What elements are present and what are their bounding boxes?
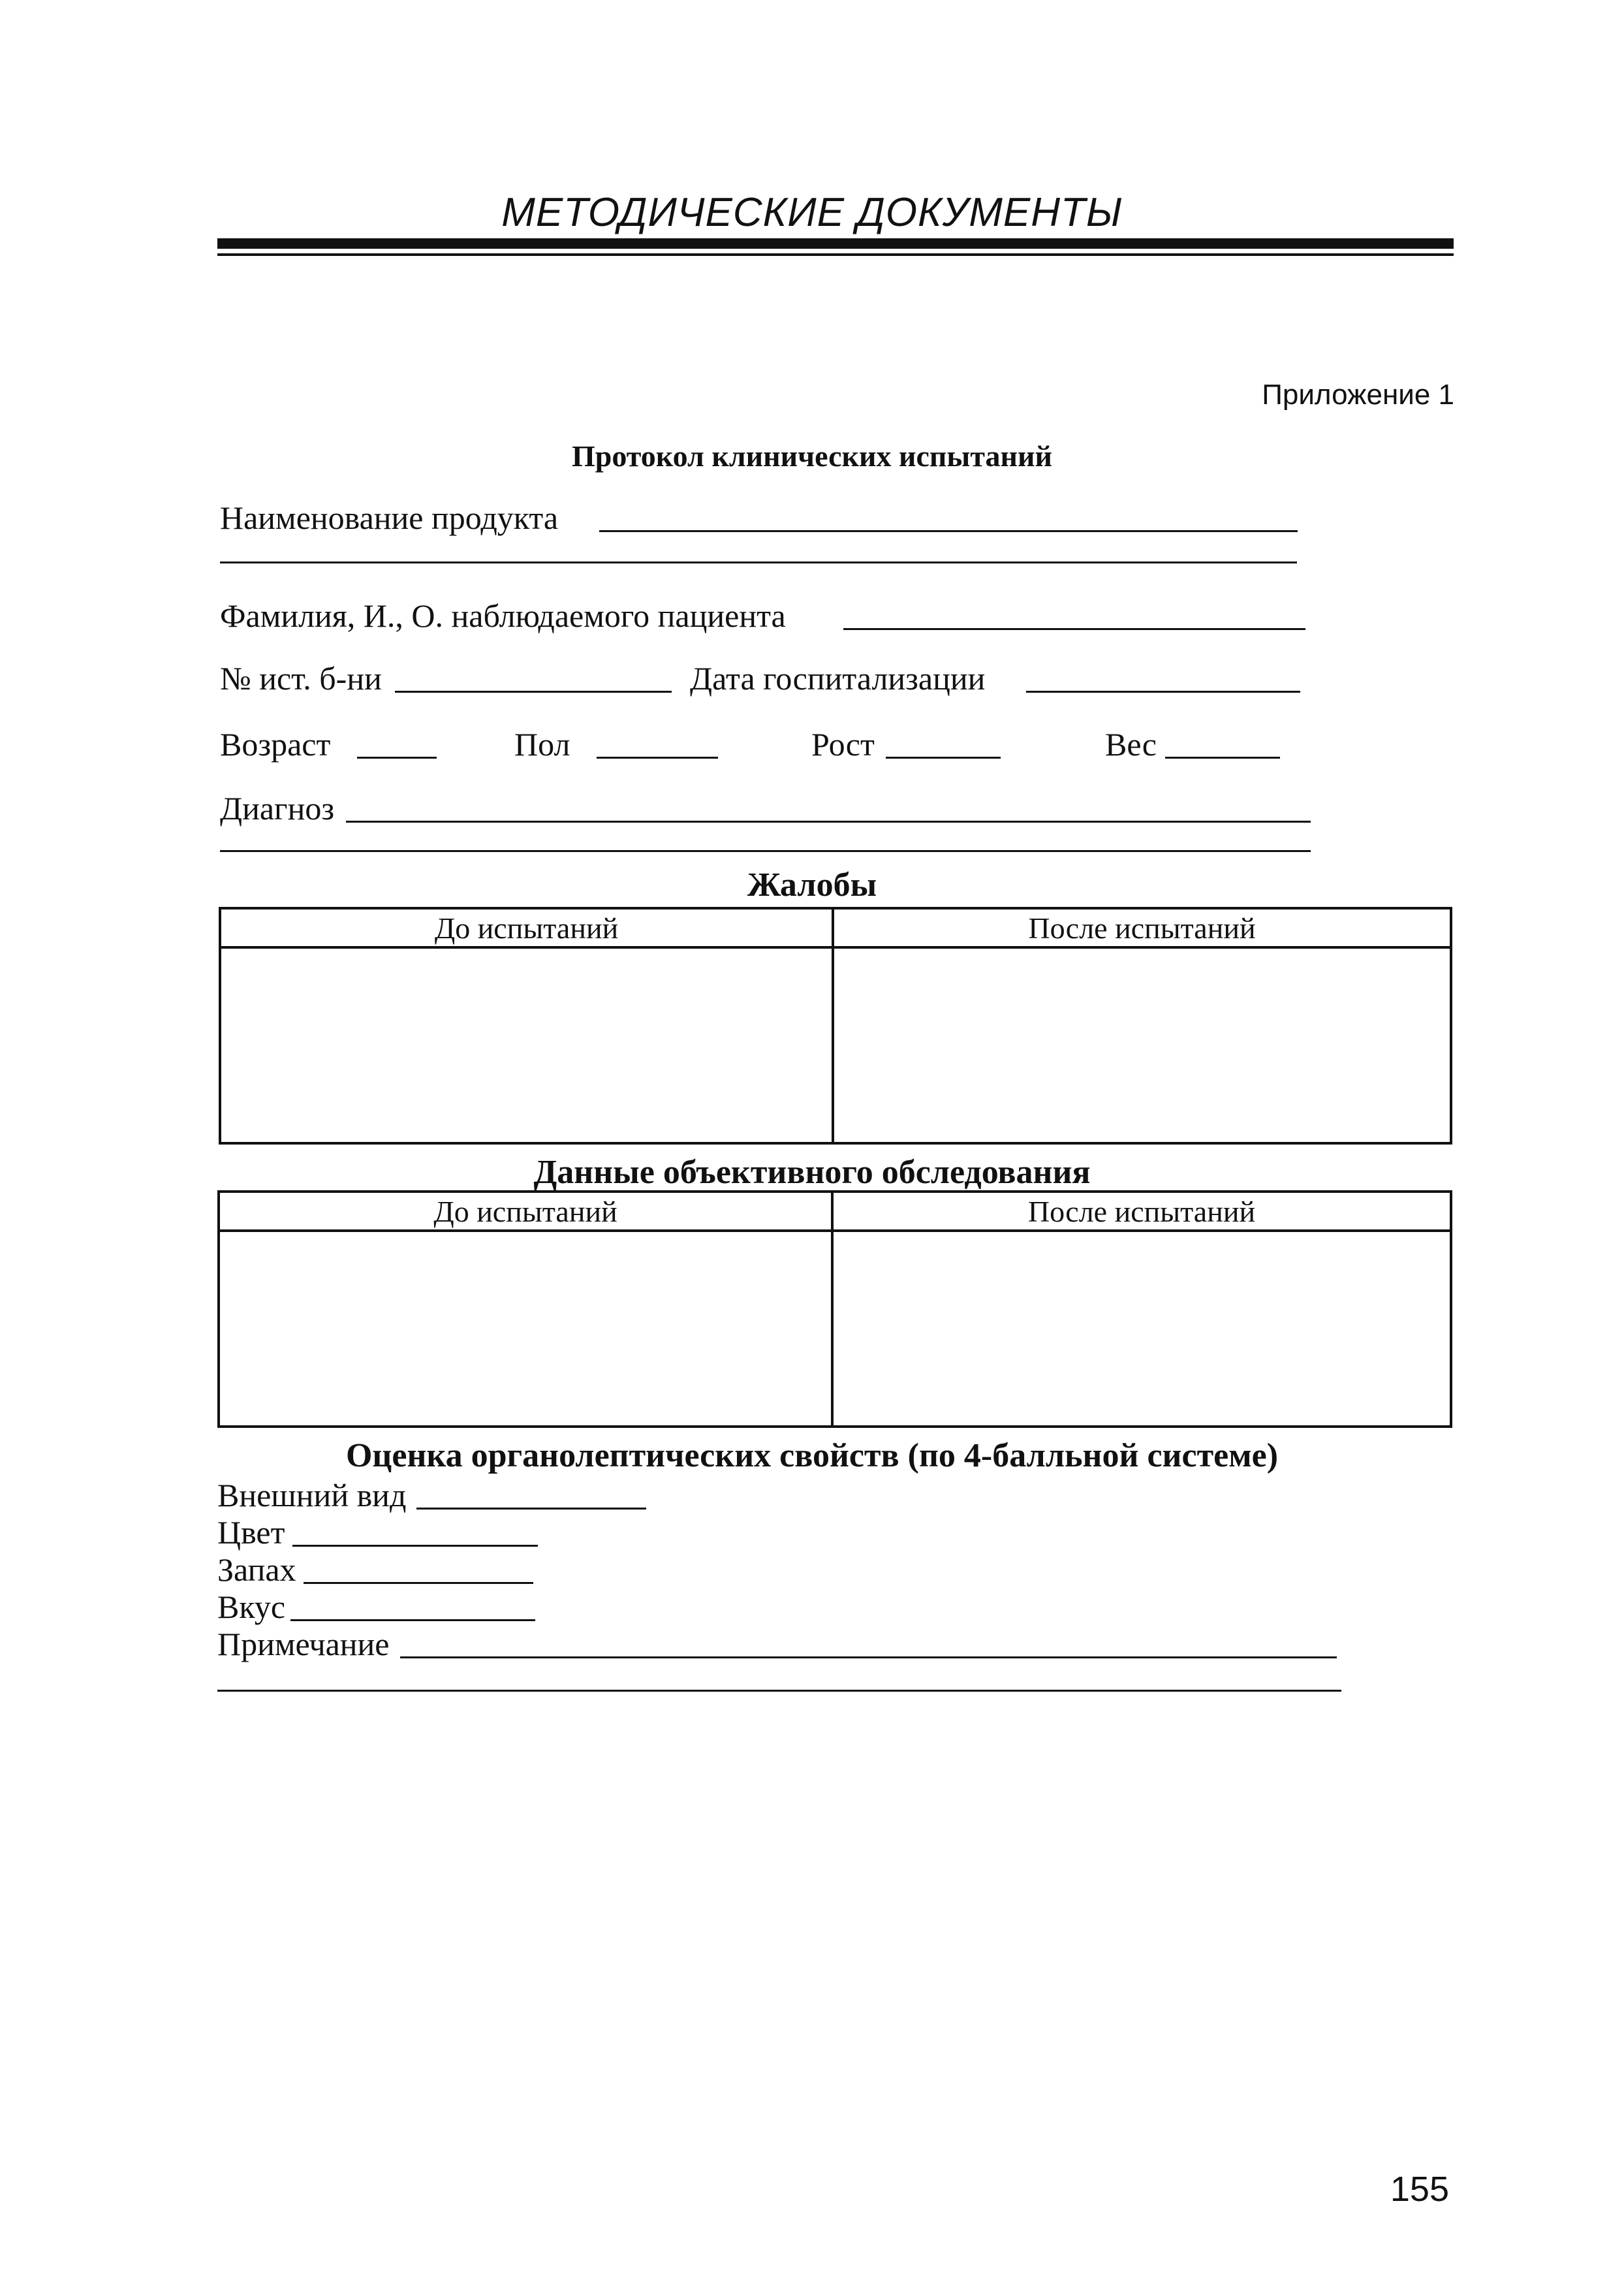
complaints-col-after: После испытаний bbox=[833, 908, 1451, 947]
complaints-col-before: До испытаний bbox=[220, 908, 833, 947]
smell-field[interactable] bbox=[304, 1582, 533, 1584]
admission-date-label: Дата госпитализации bbox=[690, 660, 986, 697]
admission-date-field[interactable] bbox=[1026, 691, 1300, 693]
age-field[interactable] bbox=[357, 757, 437, 759]
organoleptic-title: Оценка органолептических свойств (по 4-балльной системе) bbox=[345, 1437, 1279, 1474]
complaints-after-cell[interactable] bbox=[833, 947, 1451, 1143]
age-label: Возраст bbox=[220, 726, 331, 763]
exam-before-cell[interactable] bbox=[219, 1231, 832, 1427]
height-field[interactable] bbox=[886, 757, 1001, 759]
page-number: 155 bbox=[1390, 2170, 1449, 2209]
taste-field[interactable] bbox=[290, 1619, 535, 1621]
smell-label: Запах bbox=[217, 1551, 296, 1588]
diagnosis-label: Диагноз bbox=[220, 790, 335, 827]
color-field[interactable] bbox=[292, 1545, 538, 1547]
color-label: Цвет bbox=[217, 1514, 285, 1551]
sex-label: Пол bbox=[514, 726, 570, 763]
header-rule-thick bbox=[217, 238, 1454, 249]
complaints-title: Жалобы bbox=[747, 866, 877, 904]
record-number-field[interactable] bbox=[395, 691, 672, 693]
appearance-field[interactable] bbox=[416, 1508, 646, 1510]
patient-name-field[interactable] bbox=[843, 628, 1305, 630]
appearance-label: Внешний вид bbox=[217, 1477, 407, 1513]
exam-after-cell[interactable] bbox=[832, 1231, 1451, 1427]
taste-label: Вкус bbox=[217, 1589, 286, 1625]
note-label: Примечание bbox=[217, 1626, 390, 1662]
exam-col-before: До испытаний bbox=[219, 1192, 832, 1231]
exam-title: Данные объективного обследования bbox=[533, 1154, 1091, 1191]
diagnosis-field[interactable] bbox=[346, 821, 1311, 823]
sex-field[interactable] bbox=[597, 757, 718, 759]
product-name-field[interactable] bbox=[599, 530, 1298, 532]
patient-name-label: Фамилия, И., О. наблюдаемого пациента bbox=[220, 597, 786, 634]
header-rule-thin bbox=[217, 253, 1454, 256]
weight-label: Вес bbox=[1105, 726, 1157, 763]
protocol-title: Протокол клинических испытаний bbox=[571, 439, 1053, 473]
weight-field[interactable] bbox=[1165, 757, 1280, 759]
complaints-table bbox=[219, 907, 1452, 1145]
product-name-label: Наименование продукта bbox=[220, 499, 559, 536]
diagnosis-field-continuation[interactable] bbox=[220, 850, 1311, 852]
complaints-before-cell[interactable] bbox=[220, 947, 833, 1143]
running-header: МЕТОДИЧЕСКИЕ ДОКУМЕНТЫ bbox=[501, 190, 1123, 235]
product-name-field-continuation[interactable] bbox=[220, 561, 1297, 563]
exam-col-after: После испытаний bbox=[832, 1192, 1451, 1231]
note-field[interactable] bbox=[400, 1656, 1337, 1658]
record-number-label: № ист. б-ни bbox=[220, 660, 382, 697]
exam-table bbox=[217, 1190, 1452, 1428]
appendix-label: Приложение 1 bbox=[1262, 379, 1454, 411]
note-field-continuation[interactable] bbox=[217, 1690, 1341, 1692]
height-label: Рост bbox=[811, 726, 875, 763]
